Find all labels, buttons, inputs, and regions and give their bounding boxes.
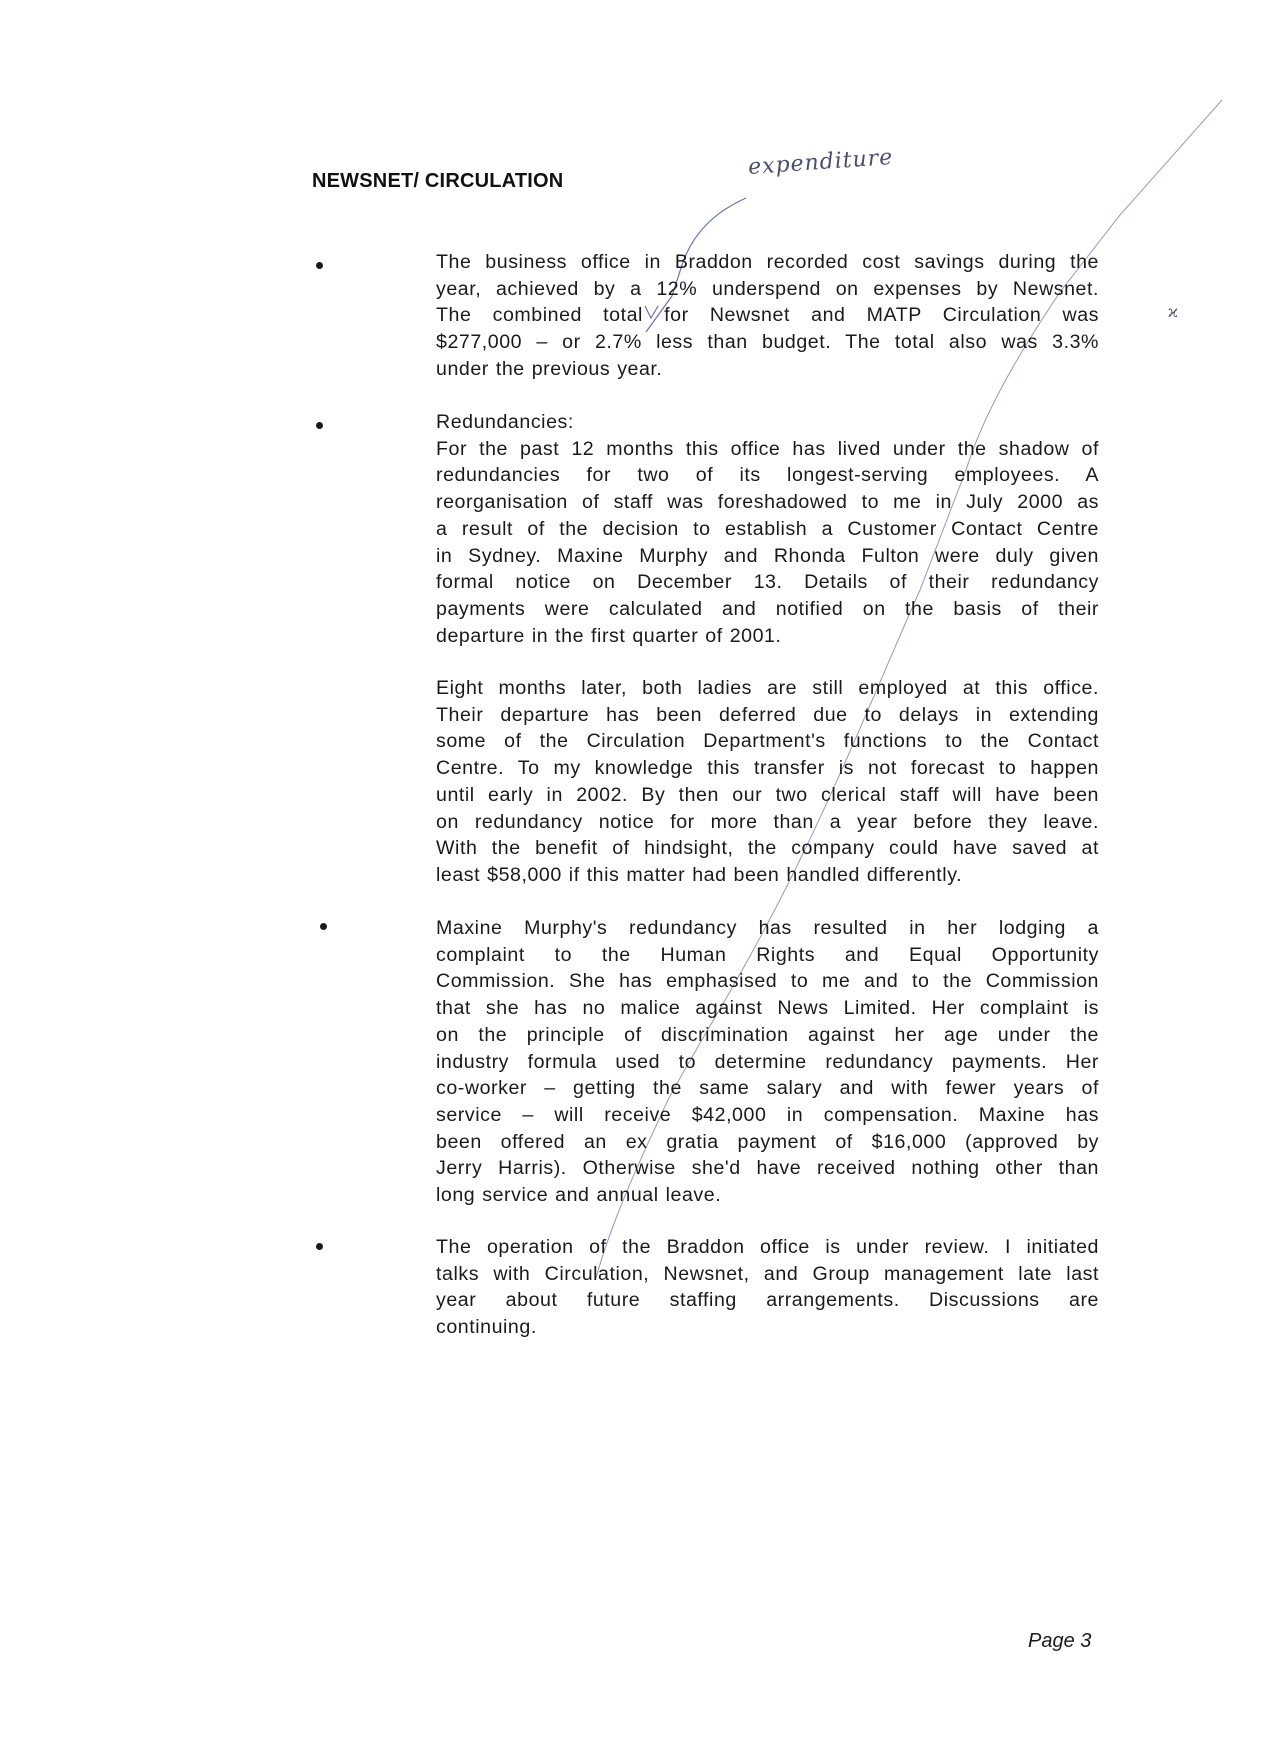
text-line: year about future staffing arrangements. Discussions are <box>436 1289 1099 1312</box>
paragraph-cost-savings <box>436 249 1099 383</box>
bullet-icon <box>316 422 323 429</box>
handwritten-note: expenditure <box>747 144 895 181</box>
text-line: For the past 12 months this office has lived under the shadow of <box>436 437 1099 460</box>
text-line: redundancies for two of its longest-serving employees. A <box>436 464 1099 487</box>
text-line: Jerry Harris). Otherwise she'd have received nothing other than <box>436 1157 1099 1180</box>
text-line: Centre. To my knowledge this transfer is not forecast to happen <box>436 757 1099 780</box>
text-line: on the principle of discrimination against her age under the <box>436 1023 1099 1046</box>
text-line: formal notice on December 13. Details of their redundancy <box>436 571 1099 594</box>
text-line: complaint to the Human Rights and Equal Opportunity <box>436 943 1099 966</box>
text-line: some of the Circulation Department's functions to the Contact <box>436 730 1099 753</box>
bullet-icon <box>320 923 327 930</box>
text-line: that she has no malice against News Limited. Her complaint is <box>436 997 1099 1020</box>
text-line: least $58,000 if this matter had been handled differently. <box>436 863 963 886</box>
bullet-icon <box>316 262 323 269</box>
text-line: long service and annual leave. <box>436 1184 722 1207</box>
paragraph-redundancies <box>436 409 1099 649</box>
text-line: payments were calculated and notified on the basis of their <box>436 597 1099 620</box>
text-line: talks with Circulation, Newsnet, and Group management late last <box>436 1262 1099 1285</box>
text-line: under the previous year. <box>436 357 663 380</box>
paragraph-braddon-review <box>436 1234 1099 1341</box>
text-line: been offered an ex gratia payment of $16,000 (approved by <box>436 1130 1099 1153</box>
text-line: Maxine Murphy's redundancy has resulted in her lodging a <box>436 917 1099 939</box>
text-line: The combined total for Newsnet and MATP Circulation was <box>436 304 1099 327</box>
text-line: a result of the decision to establish a Customer Contact Centre <box>436 517 1099 540</box>
bullet-icon <box>316 1243 323 1250</box>
text-line: The operation of the Braddon office is under review. I initiated <box>436 1236 1099 1258</box>
text-line: on redundancy notice for more than a year before they leave. <box>436 810 1099 833</box>
text-line: service – will receive $42,000 in compensation. Maxine has <box>436 1103 1099 1126</box>
text-line: $277,000 – or 2.7% less than budget. The total also was 3.3% <box>436 331 1099 354</box>
text-line: in Sydney. Maxine Murphy and Rhonda Fulton were duly given <box>436 544 1099 567</box>
text-line: The business office in Braddon recorded cost savings during the <box>436 251 1099 273</box>
text-line: With the benefit of hindsight, the company could have saved at <box>436 837 1099 860</box>
paragraph-maxine-murphy <box>436 915 1099 1209</box>
text-line: Eight months later, both ladies are still employed at this office. <box>436 677 1099 699</box>
text-line: until early in 2002. By then our two clerical staff will have been <box>436 783 1099 806</box>
text-line: Their departure has been deferred due to delays in extending <box>436 703 1099 726</box>
margin-pen-mark: ϰ <box>1168 302 1178 321</box>
subheading-redundancies: Redundancies: <box>436 411 574 433</box>
text-line: industry formula used to determine redundancy payments. Her <box>436 1050 1099 1073</box>
text-line: year, achieved by a 12% underspend on expenses by Newsnet. <box>436 277 1099 300</box>
text-line: co-worker – getting the same salary and with fewer years of <box>436 1077 1099 1100</box>
text-line: Commission. She has emphasised to me and to the Commission <box>436 970 1099 993</box>
paragraph-eight-months-later <box>436 675 1099 889</box>
section-heading: NEWSNET/ CIRCULATION <box>312 170 564 192</box>
text-line: departure in the first quarter of 2001. <box>436 624 782 647</box>
text-line: continuing. <box>436 1316 537 1339</box>
text-line: reorganisation of staff was foreshadowed to me in July 2000 as <box>436 491 1099 514</box>
page-number: Page 3 <box>1028 1630 1092 1652</box>
